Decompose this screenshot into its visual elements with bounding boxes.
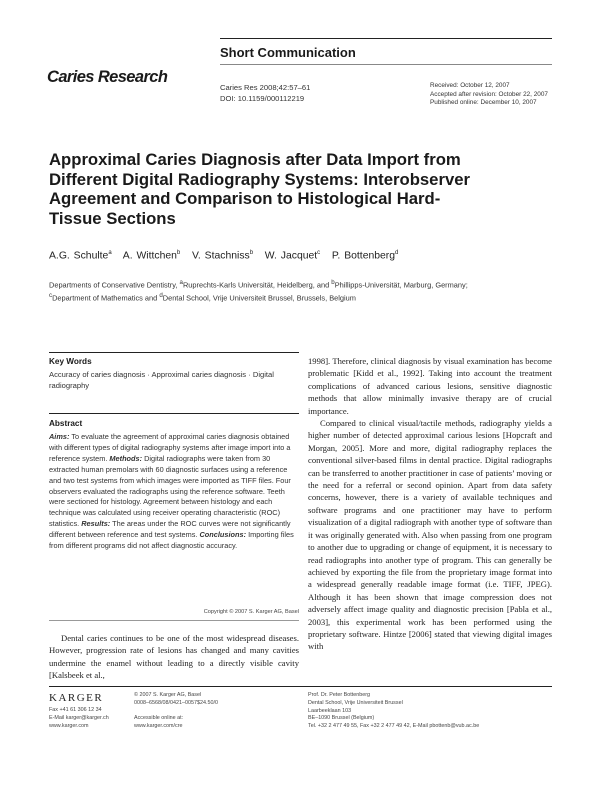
journal-logo: Caries Research <box>47 68 168 86</box>
abstract-rule <box>49 413 299 414</box>
abstract-copyright: Copyright © 2007 S. Karger AG, Basel <box>203 609 299 615</box>
body-paragraph: 1998]. Therefore, clinical diagnosis by visual examination has become problematic [Kidd et al., 1992]. Taking into account the treatment complications of advanced carious lesions, sensitive diagnostic methods that allow minimally invasive therapy are of crucial importance. <box>308 356 552 416</box>
citation: Caries Res 2008;42:57–61 <box>220 83 311 92</box>
email-link[interactable]: E-Mail karger@karger.ch <box>49 714 109 721</box>
author: P. Bottenberg <box>331 250 396 262</box>
abstract-text: Aims: To evaluate the agreement of approximal caries diagnosis obtained with different types of digital radiography systems after image import into a reference system. Methods: Digital radiographs were taken from 30 extracted human premolars with 60 diagnostic surfaces using a reference and two test systems from which images were imported as TIFF files. Four observers evaluated the radiographs using the reference software. Teeth were sectioned for histology. Agreement between histology and each technique was calculated using receiver operating characteristic (ROC) statistics. Results: The areas under the ROC curves were not significantly different between reference and test systems. Conclusions: Importing files from different programs did not affect diagnostic accuracy. <box>49 432 294 551</box>
corresponding-author <box>308 692 479 731</box>
section-type: Short Communication <box>220 45 356 60</box>
fax: Fax +41 61 306 12 34 <box>49 707 102 713</box>
body-left-column: Dental caries continues to be one of the most widespread diseases. However, progression rate of lesions has changed and many cavities undermine the enamel without leading to a directly visible cavity [Kalsbeek et al., <box>49 633 299 681</box>
keywords-text: Accuracy of caries diagnosis · Approximal caries diagnosis · Digital radiography <box>49 370 274 390</box>
journal-url-link[interactable]: www.karger.com/cre <box>134 723 183 730</box>
footer-rule <box>49 686 552 687</box>
website-link[interactable]: www.karger.com <box>49 722 89 729</box>
published-date: Published online: December 10, 2007 <box>430 99 537 107</box>
body-paragraph: Compared to clinical visual/tactile methods, radiography yields a higher number of detected approximal carious lesions [Hopcraft and Morgan, 2005]. More and more, digital radiography replaces the conventional silver-based films in dental practice. Digital radiographs can be transferred to another practitioner in case of patients’ moving or the need for a referral or second opinion. Apart from data safety concerns, however, there is a variety of available techniques and software programs and one practitioner may have to perform visualization of a digital radiograph with another type of software than it was originally generated with. Also when passing from one program to another due to upgrading or change of equipment, it is necessary to read radiographs into another type of program. This can generally be achieved by exporting the file from the proprietary image format into a widespread generally readable image format (i.e. TIFF, JPEG). Although it has been shown that image compression does not adversely affect image quality and diagnostic precision [Pabla et al., 2003], this experimental work has been performed using the proprietary software. Hintze [2006] stated that viewing digital images with <box>308 418 552 652</box>
doi: DOI: 10.1159/000112219 <box>220 94 305 103</box>
dates-block <box>430 82 548 108</box>
publisher-logo: KARGER <box>49 692 104 704</box>
header-rule <box>220 64 552 65</box>
keywords-rule <box>49 352 299 353</box>
affiliations: Departments of Conservative Dentistry, $^a$Ruprechts-Karls Universität, Heidelberg, and $^b$Phillipps-Universität, Marburg, Germany; $^c$Department of Mathematics and $^d$Dental School, Vrije Universiteit Brussel, Brussels, Belgium <box>49 279 468 303</box>
accepted-date: Accepted after revision: October 22, 2007 <box>430 90 548 98</box>
article-title: Approximal Caries Diagnosis after Data Import from Different Digital Radiography Systems: Interobserver Agreement and Comparison to Histological Hard-Tissue Sections <box>49 150 471 228</box>
footer-copyright: © 2007 S. Karger AG, Basel <box>134 692 202 698</box>
abstract-heading: Abstract <box>49 419 83 428</box>
contact-street: Laarbeeklaan 103 <box>308 707 352 714</box>
publisher-contact <box>49 707 109 730</box>
received-date: Received: October 12, 2007 <box>430 82 510 89</box>
accessible-label: Accessible online at: <box>134 715 184 722</box>
citation-block <box>220 82 310 104</box>
body-right-column <box>308 355 552 653</box>
contact-dept: Dental School, Vrije Universiteit Brussel <box>308 699 403 706</box>
keywords-heading: Key Words <box>49 357 92 366</box>
author-list: A.G. Schulte$^a$ A. Wittchen$^b$ V. Stachniss$^b$ W. Jacquet$^c$ P. Bottenberg$^d$ <box>49 250 399 262</box>
author: A. Wittchen <box>122 250 177 262</box>
contact-tel: Tel. +32 2 477 49 55, Fax +32 2 477 49 42, E-Mail pbottenb@vub.ac.be <box>308 723 480 730</box>
author: V. Stachniss <box>191 250 250 262</box>
contact-name: Prof. Dr. Peter Bottenberg <box>308 692 371 698</box>
contact-city: BE–1090 Brussel (Belgium) <box>308 715 375 722</box>
header-top-rule <box>220 38 552 39</box>
author: W. Jacquet <box>264 250 318 262</box>
abstract-bottom-rule <box>49 620 299 621</box>
issn: 0008–6568/08/0421–0057$24.50/0 <box>134 699 218 706</box>
author: A.G. Schulte <box>49 250 109 262</box>
publication-info <box>134 692 218 731</box>
